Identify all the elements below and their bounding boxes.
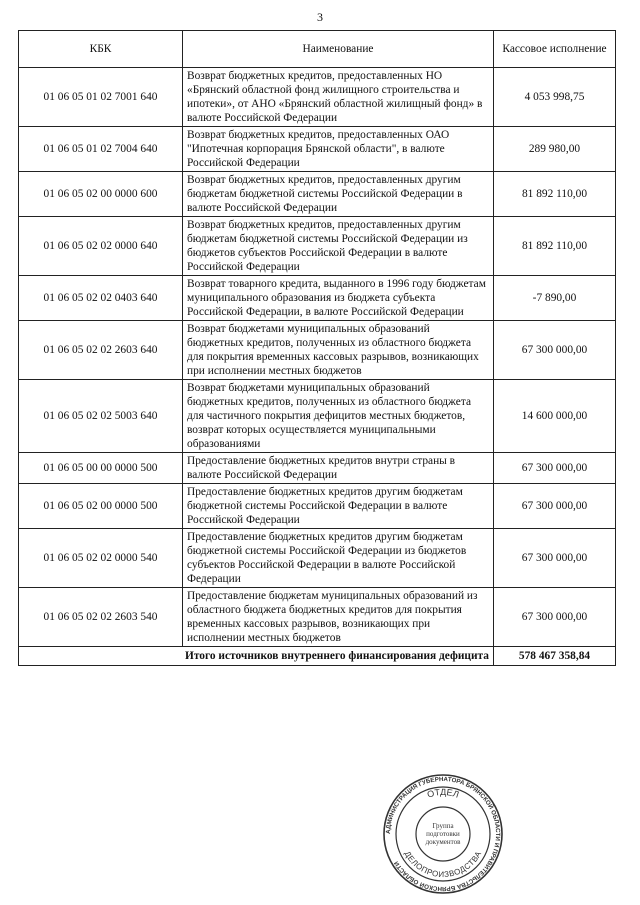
stamp-graphic <box>382 773 504 895</box>
table-row <box>19 453 616 484</box>
row-name: Возврат бюджетных кредитов, предоставленных другим бюджетам бюджетной системы Российской Федерации из бюджетов субъектов Российской Федерации в валюте Российской Федерации <box>183 217 494 276</box>
row-amount: 81 892 110,00 <box>494 172 616 217</box>
row-code: 01 06 05 01 02 7004 640 <box>19 127 183 172</box>
row-name: Предоставление бюджетных кредитов другим бюджетам бюджетной системы Российской Федерации в валюте Российской Федерации <box>183 484 494 529</box>
row-code: 01 06 05 02 00 0000 600 <box>19 172 183 217</box>
svg-text:ДЕЛОПРОИЗВОДСТВА <box>403 849 484 879</box>
row-code: 01 06 05 02 02 0403 640 <box>19 276 183 321</box>
table-row <box>19 484 616 529</box>
row-amount: 67 300 000,00 <box>494 484 616 529</box>
table-row <box>19 217 616 276</box>
table-row <box>19 529 616 588</box>
row-name: Возврат товарного кредита, выданного в 1996 году бюджетам муниципального образования из бюджета субъекта Российской Федерации, в валюте Российской Федерации <box>183 276 494 321</box>
row-code: 01 06 05 02 00 0000 500 <box>19 484 183 529</box>
row-code: 01 06 05 02 02 0000 640 <box>19 217 183 276</box>
stamp-center-line-3: документов <box>425 838 461 846</box>
stamp-center-line-1: Группа <box>432 822 454 830</box>
row-amount: 67 300 000,00 <box>494 321 616 380</box>
row-name: Возврат бюджетных кредитов, предоставленных другим бюджетам бюджетной системы Российской Федерации в валюте Российской Федерации <box>183 172 494 217</box>
page-number: 3 <box>317 10 323 24</box>
stamp-ring-top: ОТДЕЛ <box>425 786 461 800</box>
table-row <box>19 380 616 453</box>
row-amount: 67 300 000,00 <box>494 529 616 588</box>
table-row <box>19 276 616 321</box>
stamp-outer-text: АДМИНИСТРАЦИЯ ГУБЕРНАТОРА БРЯНСКОЙ ОБЛАСТИ И ПРАВИТЕЛЬСТВА БРЯНСКОЙ ОБЛАСТИ <box>384 775 502 893</box>
table-row <box>19 588 616 647</box>
header-kbk: КБК <box>19 31 183 68</box>
total-label: Итого источников внутреннего финансирования дефицита <box>19 647 494 666</box>
row-name: Возврат бюджетами муниципальных образований бюджетных кредитов, полученных из областного бюджета для частичного покрытия дефицитов местных бюджетов, возврат которых осуществляется муниципальными образованиями <box>183 380 494 453</box>
table-header-row <box>19 31 616 68</box>
stamp-ring-bottom: ДЕЛОПРОИЗВОДСТВА <box>402 849 484 880</box>
row-amount: -7 890,00 <box>494 276 616 321</box>
row-code: 01 06 05 01 02 7001 640 <box>19 68 183 127</box>
row-amount: 289 980,00 <box>494 127 616 172</box>
header-amount: Кассовое исполнение <box>494 31 616 68</box>
row-code: 01 06 05 02 02 0000 540 <box>19 529 183 588</box>
svg-text:ОТДЕЛ <box>426 787 460 800</box>
row-amount: 81 892 110,00 <box>494 217 616 276</box>
row-amount: 67 300 000,00 <box>494 453 616 484</box>
stamp-center-line-2: подготовки <box>426 830 460 838</box>
row-name: Предоставление бюджетных кредитов другим бюджетам бюджетной системы Российской Федерации из бюджетов субъектов Российской Федерации в валюте Российской Федерации <box>183 529 494 588</box>
row-name: Возврат бюджетных кредитов, предоставленных ОАО "Ипотечная корпорация Брянской области", в валюте Российской Федерации <box>183 127 494 172</box>
row-name: Предоставление бюджетных кредитов внутри страны в валюте Российской Федерации <box>183 453 494 484</box>
row-code: 01 06 05 00 00 0000 500 <box>19 453 183 484</box>
table-row <box>19 127 616 172</box>
table-row <box>19 172 616 217</box>
row-amount: 14 600 000,00 <box>494 380 616 453</box>
total-amount: 578 467 358,84 <box>494 647 616 666</box>
row-name: Возврат бюджетных кредитов, предоставленных НО «Брянский областной фонд жилищного строительства и ипотеки», от АНО «Брянский областной жилищный фонд» в валюте Российской Федерации <box>183 68 494 127</box>
table-row <box>19 68 616 127</box>
row-amount: 4 053 998,75 <box>494 68 616 127</box>
total-row <box>19 647 616 666</box>
row-amount: 67 300 000,00 <box>494 588 616 647</box>
row-code: 01 06 05 02 02 2603 540 <box>19 588 183 647</box>
table-row <box>19 321 616 380</box>
row-name: Предоставление бюджетам муниципальных образований из областного бюджета бюджетных кредитов для покрытия временных кассовых разрывов, возникающих при исполнении местных бюджетов <box>183 588 494 647</box>
kbk-table <box>18 30 616 666</box>
row-code: 01 06 05 02 02 2603 640 <box>19 321 183 380</box>
header-name: Наименование <box>183 31 494 68</box>
department-stamp <box>382 773 504 895</box>
row-code: 01 06 05 02 02 5003 640 <box>19 380 183 453</box>
row-name: Возврат бюджетами муниципальных образований бюджетных кредитов, полученных из областного бюджета для покрытия временных кассовых разрывов, возникающих при исполнении местных бюджетов <box>183 321 494 380</box>
